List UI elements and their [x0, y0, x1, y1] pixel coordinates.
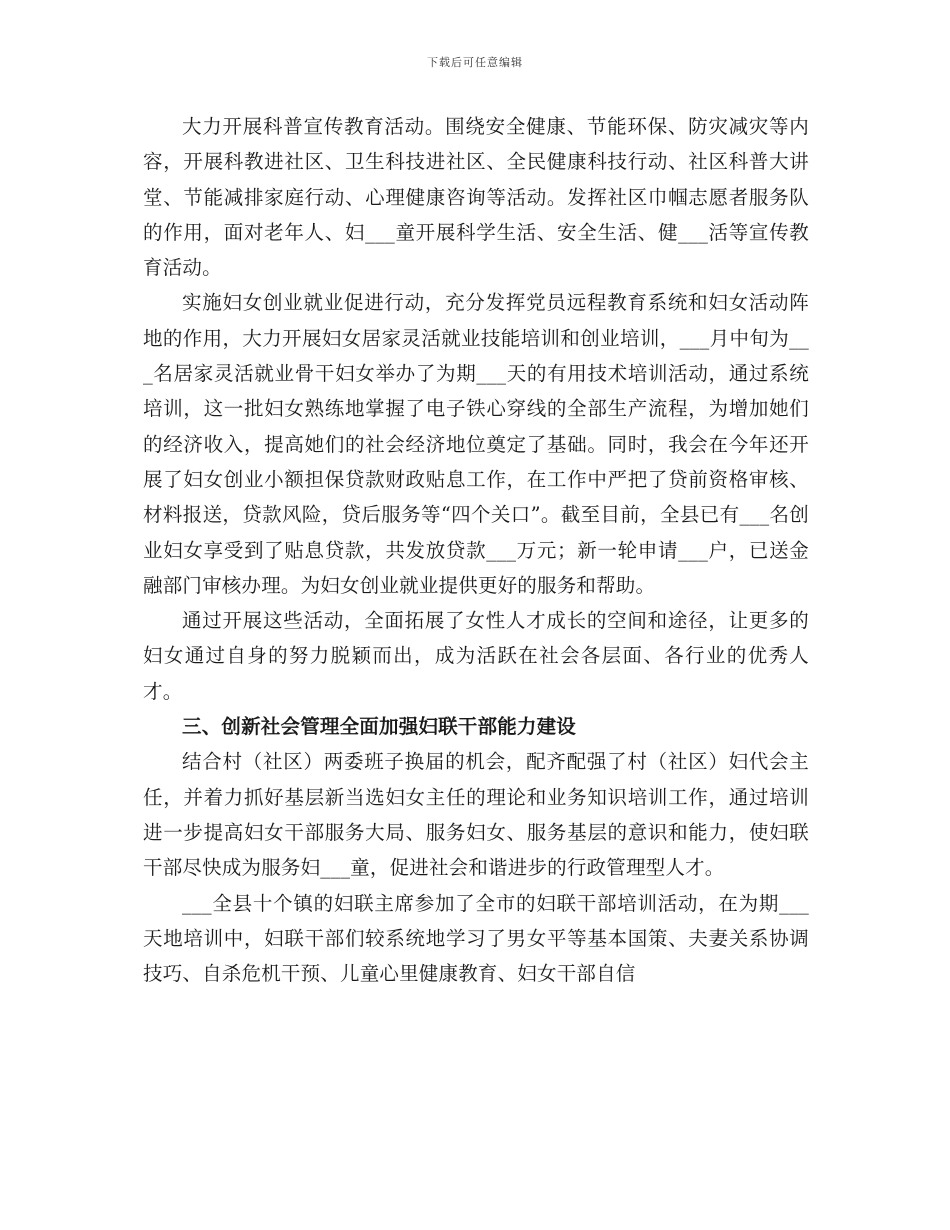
page-header-note: 下载后可任意编辑 — [427, 56, 523, 69]
paragraph-cadre-training: 结合村（社区）两委班子换届的机会，配齐配强了村（社区）妇代会主任，并着力抓好基层新当选妇女主任的理论和业务知识培训工作，通过培训进一步提高妇女干部服务大局、服务妇女、服务基层的意识和能力，使妇联干部尽快成为服务妇___童，促进社会和谐进步的行政管理型人才。 — [143, 750, 809, 880]
paragraph-women-employment: 实施妇女创业就业促进行动，充分发挥党员远程教育系统和妇女活动阵地的作用，大力开展妇女居家灵活就业技能培训和创业培训，___月中旬为___名居家灵活就业骨干妇女举办了为期___天的有用技术培训活动，通过系统培训，这一批妇女熟练地掌握了电子铁心穿线的全部生产流程，为增加她们的经济收入，提高她们的社会经济地位奠定了基础。同时，我会在今年还开展了妇女创业小额担保贷款财政贴息工作，在工作中严把了贷前资格审核、材料报送，贷款风险，贷后服务等“四个关口”。截至目前，全县已有___名创业妇女享受到了贴息贷款，共发放贷款___万元；新一轮申请___户，已送金融部门审核办理。为妇女创业就业提供更好的服务和帮助。 — [143, 291, 809, 597]
paragraph-science-education: 大力开展科普宣传教育活动。围绕安全健康、节能环保、防灾减灾等内容，开展科教进社区、卫生科技进社区、全民健康科技行动、社区科普大讲堂、节能减排家庭行动、心理健康咨询等活动。发挥社区巾帼志愿者服务队的作用，面对老年人、妇___童开展科学生活、安全生活、健___活等宣传教育活动。 — [143, 115, 809, 280]
document-body — [143, 109, 809, 991]
paragraph-town-chairs-training: ___全县十个镇的妇联主席参加了全市的妇联干部培训活动，在为期___天地培训中，妇联干部们较系统地学习了男女平等基本国策、夫妻关系协调技巧、自杀危机干预、儿童心里健康教育、妇女干部自信 — [143, 891, 809, 986]
section-heading-three: 三、创新社会管理全面加强妇联干部能力建设 — [182, 715, 577, 739]
paragraph-talent-growth: 通过开展这些活动，全面拓展了女性人才成长的空间和途径，让更多的妇女通过自身的努力脱颖而出，成为活跃在社会各层面、各行业的优秀人才。 — [143, 609, 809, 703]
